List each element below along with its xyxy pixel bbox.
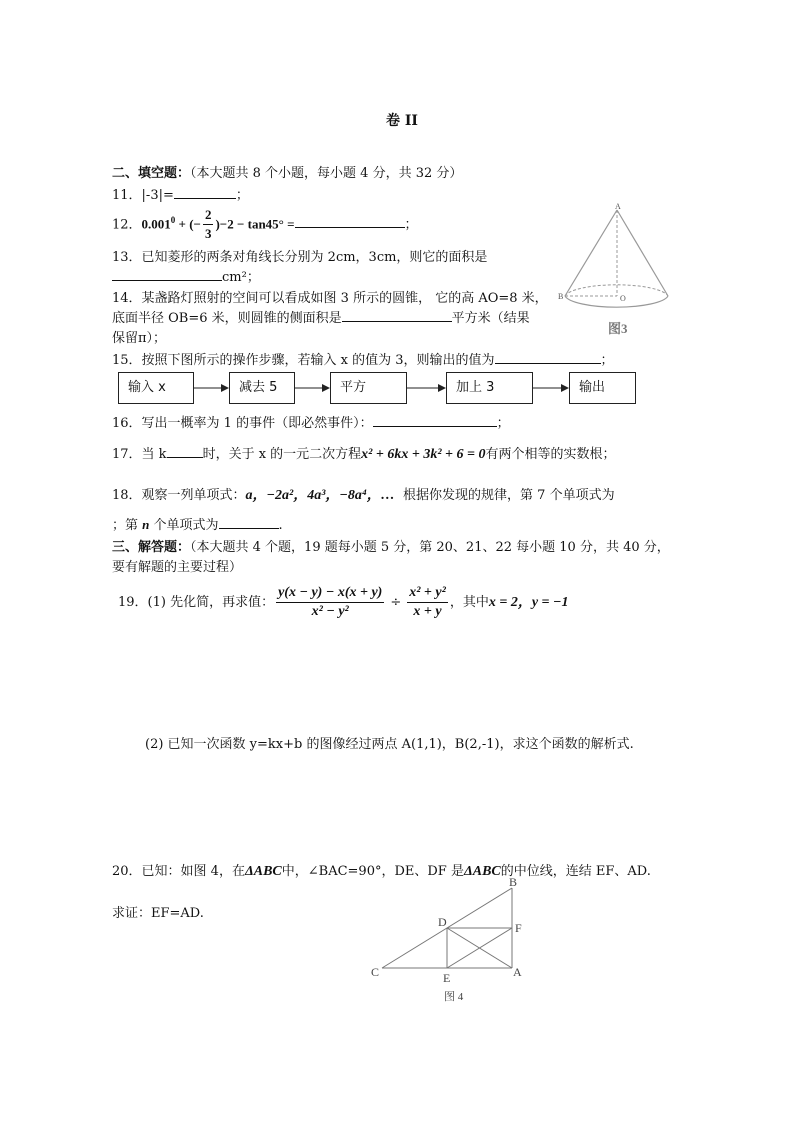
section-3-desc-line2: 要有解题的主要过程） — [112, 560, 243, 575]
q12-frac-den: 3 — [204, 226, 212, 242]
q14-line2-b: 平方米（结果 — [451, 311, 530, 326]
flow-step-add: 加上 3 — [446, 372, 533, 404]
q11-suffix: ； — [235, 188, 249, 203]
fig4-label-C: C — [371, 965, 380, 979]
q17-equation: x² + 6kx + 3k² + 6 = 0 — [361, 447, 486, 462]
q19-cond-prefix: ，其中 — [449, 595, 489, 610]
q19-fraction-2 — [407, 584, 448, 621]
question-20 — [112, 860, 651, 880]
q15-text: 15．按照下图所示的操作步骤，若输入 x 的值为 3，则输出的值为 — [112, 353, 495, 368]
q12-plus: + (− — [175, 216, 201, 232]
q18-line2-b: 个单项式为 — [153, 518, 219, 533]
q19-den1: x² − y² — [311, 604, 349, 619]
q13-line1: 13．已知菱形的两条对角线长分别为 2cm，3cm，则它的面积是 — [112, 250, 488, 265]
fig4-label-F: F — [515, 921, 522, 935]
q19-div: ÷ — [390, 595, 402, 610]
q19-num1: y(x − y) − x(x + y) — [276, 584, 384, 603]
q18-line1 — [112, 484, 615, 504]
fig3-label-A: A — [615, 202, 621, 211]
section-2-label: 二、填空题： — [112, 166, 191, 181]
fig4-label-E: E — [443, 971, 451, 985]
section-2-desc: （本大题共 8 个小题，每小题 4 分，共 32 分） — [190, 166, 463, 181]
flow-step-input: 输入 x — [118, 372, 194, 404]
q12-exp: )−2 — [215, 216, 234, 232]
section-3-heading — [112, 536, 670, 555]
q12-frac-num: 2 — [203, 206, 214, 225]
question-19-part1 — [118, 584, 569, 621]
flow-step-square: 平方 — [330, 372, 407, 404]
section-3-desc: （本大题共 4 个题，19 题每小题 5 分，第 20、21、22 每小题 10 分，共 40 分， — [190, 540, 670, 555]
q12-exp0: 0 — [170, 215, 176, 225]
q17-suffix: 有两个相等的实数根； — [485, 447, 616, 462]
q15-suffix: ； — [600, 353, 614, 368]
question-16 — [112, 412, 510, 431]
q14-line1: 14．某盏路灯照射的空间可以看成如图 3 所示的圆锥， 它的高 AO=8 米， — [112, 291, 548, 306]
fig4-caption: 图 4 — [444, 991, 464, 1003]
q17-answer-blank[interactable] — [167, 445, 203, 458]
q16-answer-blank[interactable] — [373, 414, 497, 427]
figure-4-triangle — [368, 878, 538, 1008]
q18-n: n — [142, 517, 150, 532]
q20-prove: 求证：EF=AD. — [112, 906, 204, 921]
q18-terms: a，−2a²，4a³，−8a⁴，… — [245, 488, 395, 503]
q17-mid: 时，关于 x 的一元二次方程 — [202, 447, 362, 462]
q19-den2: x + y — [413, 604, 442, 619]
q19-num2: x² + y² — [407, 584, 448, 603]
fig3-caption: 图3 — [608, 321, 628, 336]
question-19-part2: (2) 已知一次函数 y=kx+b 的图像经过两点 A(1,1)，B(2,-1)，求这个函数的解析式. — [145, 737, 634, 752]
question-17 — [112, 443, 616, 463]
page-title: 卷 II — [386, 113, 418, 129]
q20-prefix: 20．已知：如图 4，在 — [112, 864, 245, 879]
q12-suffix: ； — [404, 217, 418, 233]
flow-step-output: 输出 — [569, 372, 636, 404]
fig4-label-B: B — [509, 878, 518, 889]
q12-number: 12． — [112, 217, 142, 233]
q12-term-a: 0.001 — [141, 216, 171, 232]
q18-line2-a: ；第 — [112, 518, 139, 533]
q20-triangle: ΔABC — [244, 864, 282, 879]
q18-prefix: 18．观察一列单项式： — [112, 488, 246, 503]
section-3-label: 三、解答题： — [112, 540, 191, 555]
q20-suffix: 的中位线，连结 EF、AD. — [500, 864, 651, 879]
fig4-label-D: D — [438, 915, 447, 929]
q12-tan: − tan45° = — [233, 216, 295, 232]
q20-mid: 中，∠BAC=90°，DE、DF 是 — [281, 864, 464, 879]
q19-prefix: 19．(1) 先化简，再求值： — [118, 595, 275, 610]
fig3-label-B: B — [558, 292, 564, 301]
fig4-label-A: A — [513, 965, 522, 979]
flow-arrows — [0, 0, 794, 420]
fig3-label-O: O — [620, 294, 626, 303]
q18-rule: 根据你发现的规律，第 7 个单项式为 — [403, 488, 615, 503]
q18-line2-c: . — [278, 518, 283, 533]
q16-suffix: ； — [496, 416, 510, 431]
q18-line2 — [112, 514, 283, 533]
q19-condition: x = 2，y = −1 — [488, 595, 569, 610]
q19-fraction-1 — [276, 584, 384, 621]
q11-text: 11．|-3|= — [112, 188, 174, 203]
flow-step-subtract: 减去 5 — [229, 372, 295, 404]
q20-triangle-2: ΔABC — [463, 864, 501, 879]
q13-unit: cm²； — [222, 270, 260, 285]
q14-line3: 保留π）； — [112, 331, 167, 346]
q14-line2-a: 底面半径 OB=6 米，则圆锥的侧面积是 — [112, 311, 342, 326]
q16-text: 16．写出一概率为 1 的事件（即必然事件）： — [112, 416, 373, 431]
q18-answer-blank[interactable] — [219, 516, 279, 529]
q17-prefix: 17．当 k — [112, 447, 167, 462]
